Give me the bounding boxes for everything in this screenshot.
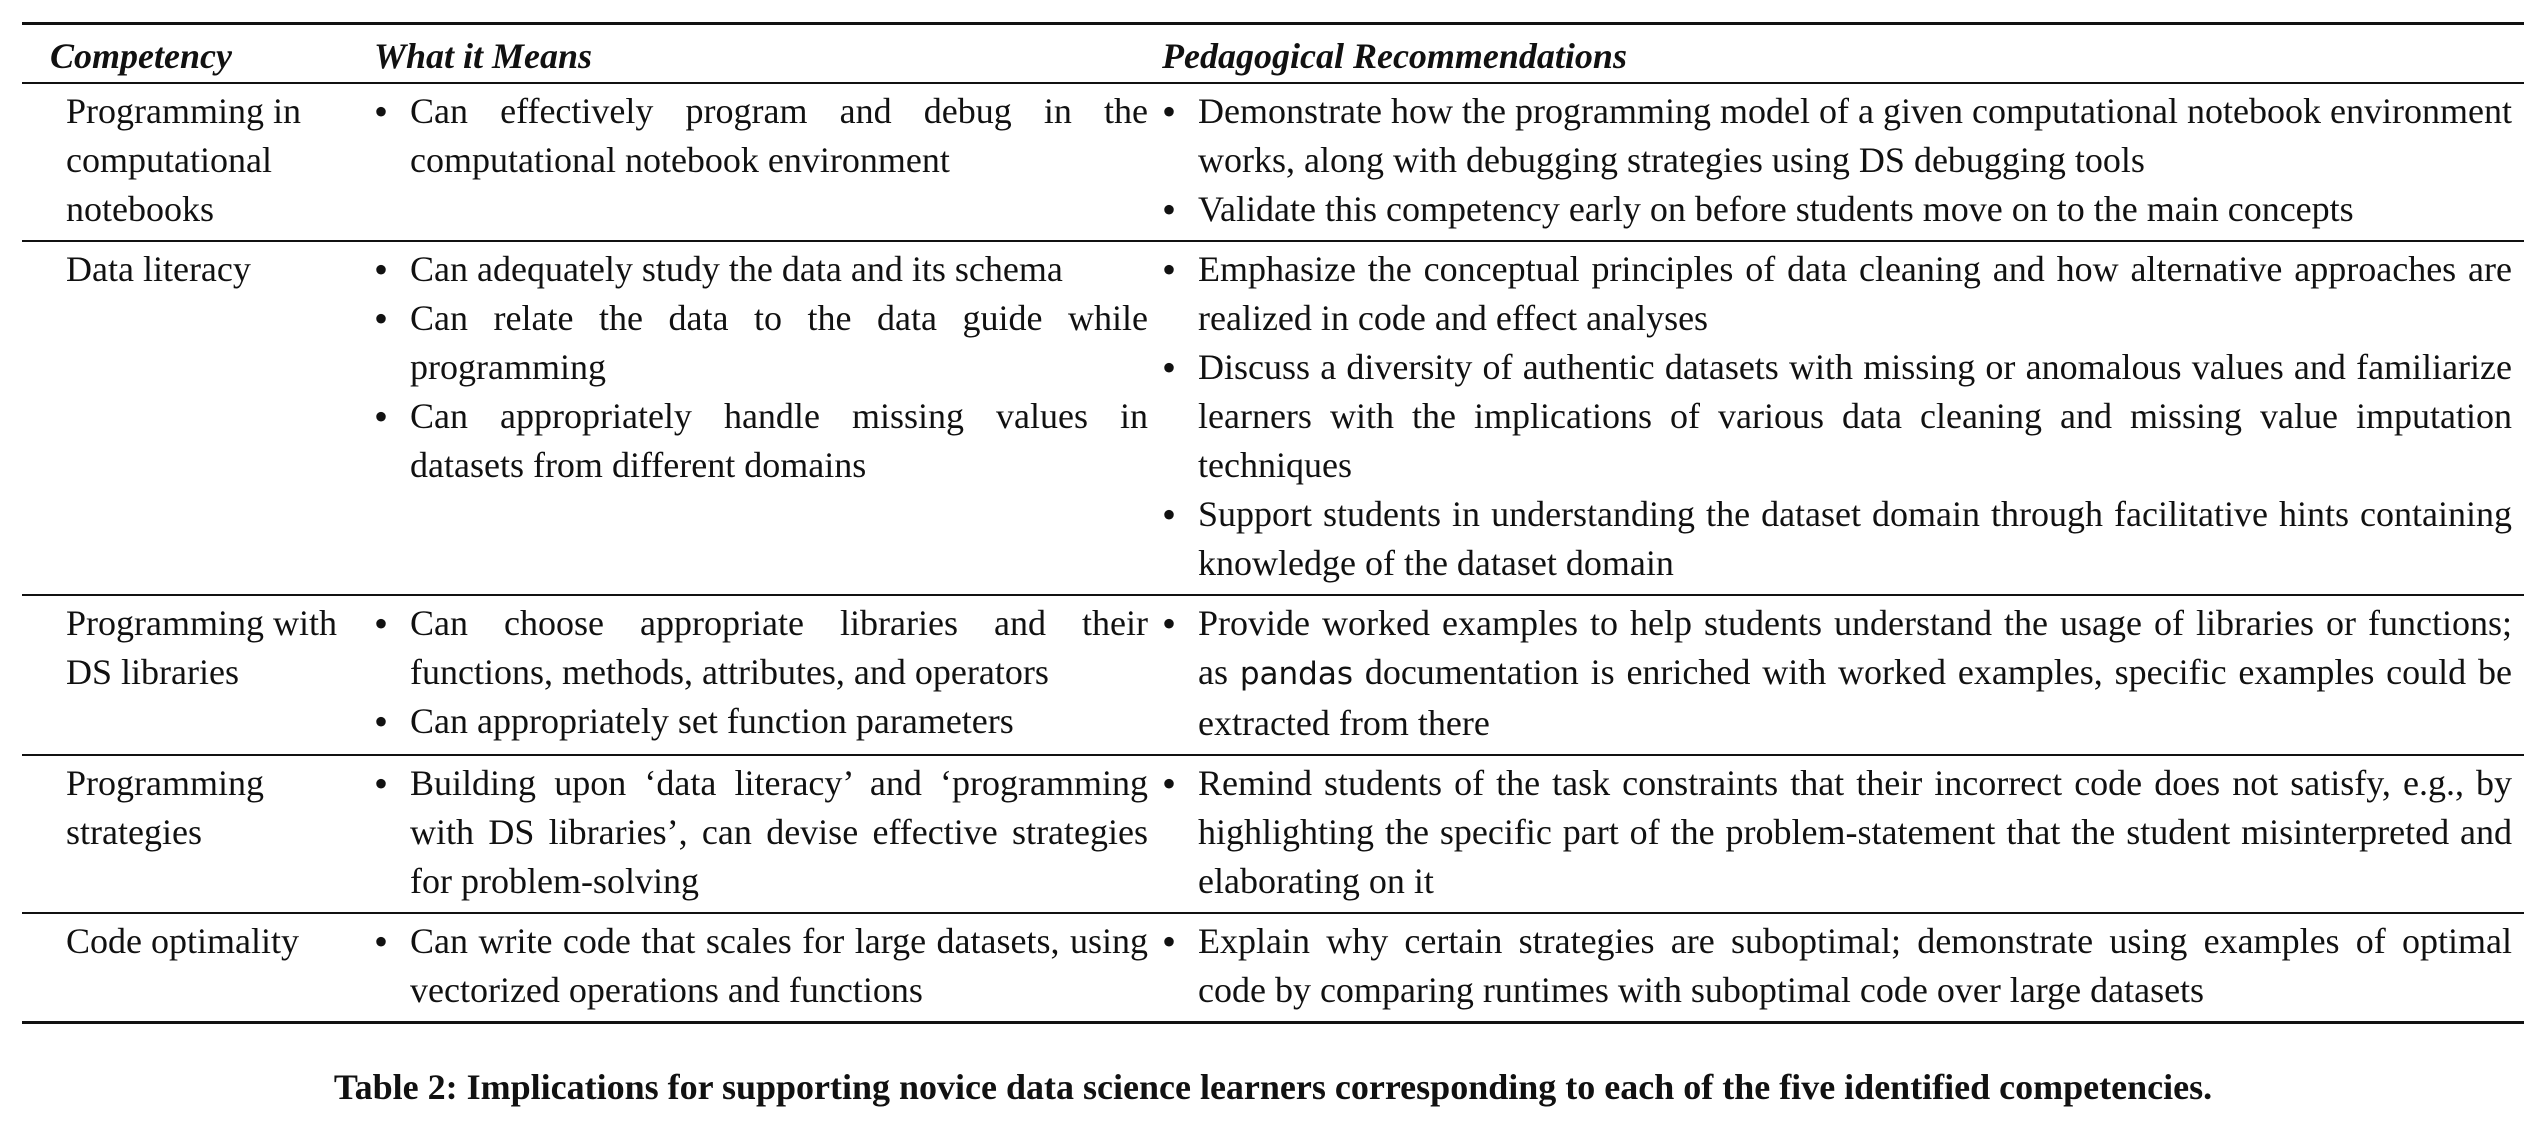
recommendation-item: • Remind students of the task constraints that their incorrect code does not satisfy, e.g., by highlighting the specific part of the problem-statement that the student misinterpreted and elaborating on it bbox=[1162, 759, 2512, 906]
means-item: • Can choose appropriate libraries and their functions, methods, attributes, and operators bbox=[374, 599, 1148, 697]
recommendations-cell bbox=[1162, 595, 2524, 755]
means-item: • Can appropriately set function parameters bbox=[374, 697, 1148, 746]
table-row bbox=[22, 755, 2524, 913]
recommendation-item: • Support students in understanding the dataset domain through facilitative hints containing knowledge of the dataset domain bbox=[1162, 490, 2512, 588]
recommendation-item: • Emphasize the conceptual principles of data cleaning and how alternative approaches are realized in code and effect analyses bbox=[1162, 245, 2512, 343]
recommendations-cell bbox=[1162, 83, 2524, 241]
competency-name: Programming strategies bbox=[66, 763, 264, 852]
recommendations-cell bbox=[1162, 913, 2524, 1023]
recommendation-item: • Demonstrate how the programming model of a given computational notebook environment works, along with debugging strategies using DS debugging tools bbox=[1162, 87, 2512, 185]
header-what-it-means: What it Means bbox=[374, 36, 593, 76]
table-header-row bbox=[22, 24, 2524, 84]
means-cell bbox=[362, 755, 1162, 913]
recommendation-item bbox=[1162, 599, 2512, 748]
recommendations-cell bbox=[1162, 755, 2524, 913]
table-row bbox=[22, 913, 2524, 1023]
recommendation-item: • Validate this competency early on before students move on to the main concepts bbox=[1162, 185, 2512, 234]
means-item: • Can relate the data to the data guide while programming bbox=[374, 294, 1148, 392]
recommendation-item: • Discuss a diversity of authentic datasets with missing or anomalous values and familiarize learners with the implications of various data cleaning and missing value imputation techniques bbox=[1162, 343, 2512, 490]
competency-name: Programming in computational notebooks bbox=[66, 91, 301, 229]
header-competency: Competency bbox=[50, 36, 232, 76]
means-cell bbox=[362, 595, 1162, 755]
means-item: • Building upon ‘data literacy’ and ‘programming with DS libraries’, can devise effective strategies for problem-solving bbox=[374, 759, 1148, 906]
means-item: • Can write code that scales for large datasets, using vectorized operations and functions bbox=[374, 917, 1148, 1015]
recommendations-cell bbox=[1162, 241, 2524, 595]
table-row bbox=[22, 241, 2524, 595]
header-pedagogical-recommendations: Pedagogical Recommendations bbox=[1162, 36, 1627, 76]
table-caption: Table 2: Implications for supporting novice data science learners corresponding to each of the five identified competencies. bbox=[333, 1067, 2213, 1107]
means-cell bbox=[362, 83, 1162, 241]
means-cell bbox=[362, 913, 1162, 1023]
means-item: • Can effectively program and debug in the computational notebook environment bbox=[374, 87, 1148, 185]
competency-name: Programming with DS libraries bbox=[66, 603, 337, 692]
recommendation-text-after: documentation is enriched with worked examples, specific examples could be extracted from there bbox=[1198, 652, 2512, 743]
means-cell bbox=[362, 241, 1162, 595]
recommendation-item: • Explain why certain strategies are suboptimal; demonstrate using examples of optimal code by comparing runtimes with suboptimal code over large datasets bbox=[1162, 917, 2512, 1015]
table-row bbox=[22, 83, 2524, 241]
pandas-code: pandas bbox=[1239, 656, 1353, 692]
means-item: • Can appropriately handle missing values in datasets from different domains bbox=[374, 392, 1148, 490]
competency-table bbox=[22, 22, 2524, 1024]
competency-name: Data literacy bbox=[66, 249, 251, 289]
means-item: • Can adequately study the data and its schema bbox=[374, 245, 1148, 294]
table-row bbox=[22, 595, 2524, 755]
competency-name: Code optimality bbox=[66, 921, 299, 961]
recommendation-text-before: Provide worked examples to help students understand the usage of libraries or functions; as bbox=[1198, 603, 2512, 692]
